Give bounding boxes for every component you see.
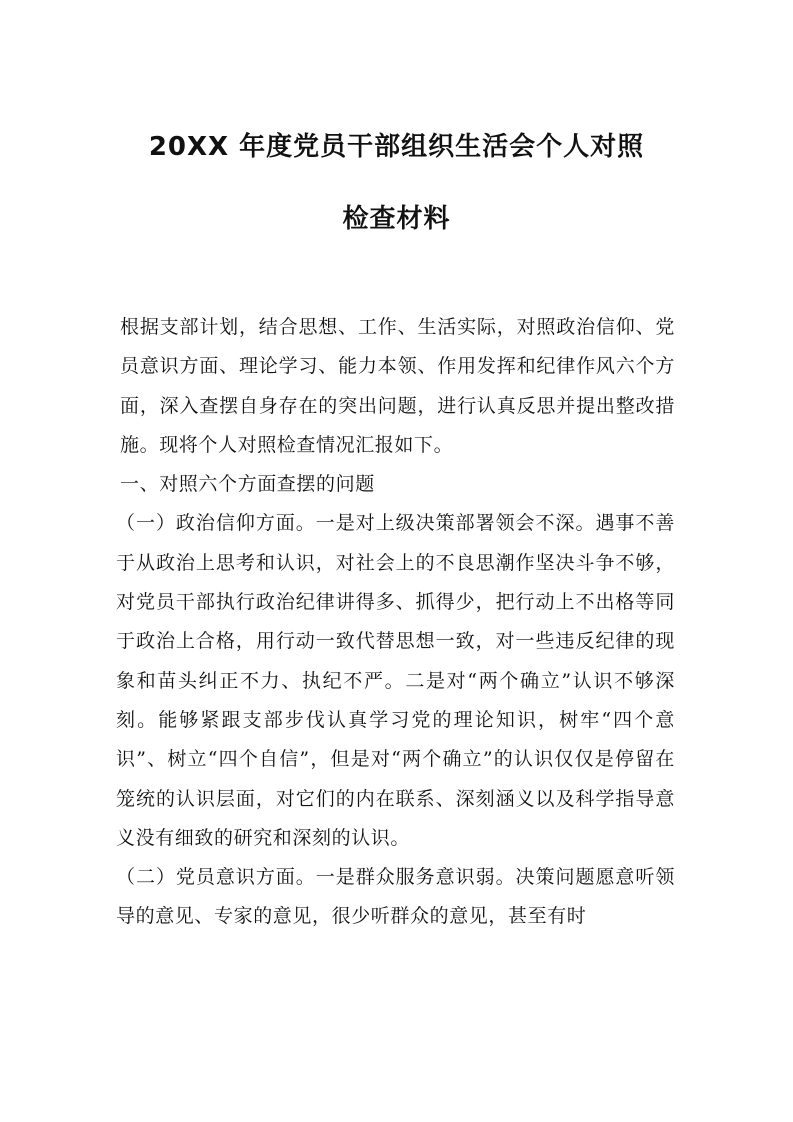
paragraph-party-awareness: （二）党员意识方面。一是群众服务意识弱。决策问题愿意听领导的意见、专家的意见，很少听群众的意见，甚至有时	[116, 866, 675, 928]
paragraph-intro: 根据支部计划，结合思想、工作、生活实际，对照政治信仰、党员意识方面、理论学习、能力本领、作用发挥和纪律作风六个方面，深入查摆自身存在的突出问题，进行认真反思并提出整改措施。现将个人对照检查情况汇报如下。	[120, 316, 675, 456]
document-title-line-1: 20XX 年度党员干部组织生活会个人对照	[148, 132, 645, 162]
paragraph-political-belief: （一）政治信仰方面。一是对上级决策部署领会不深。遇事不善于从政治上思考和认识，对社会上的不良思潮作坚决斗争不够，对党员干部执行政治纪律讲得多、抓得少，把行动上不出格等同于政治上合格，用行动一致代替思想一致，对一些违反纪律的现象和苗头纠正不力、执纪不严。二是对“两个确立”认识不够深刻。能够紧跟支部步伐认真学习党的理论知识，树牢“四个意识”、树立“四个自信”，但是对“两个确立”的认识仅仅是停留在笼统的认识层面，对它们的内在联系、深刻涵义以及科学指导意义没有细致的研究和深刻的认识。	[116, 512, 675, 849]
section-heading: 一、对照六个方面查摆的问题	[120, 473, 375, 496]
document-body	[116, 308, 675, 937]
document-title-line-2: 检查材料	[342, 204, 451, 234]
